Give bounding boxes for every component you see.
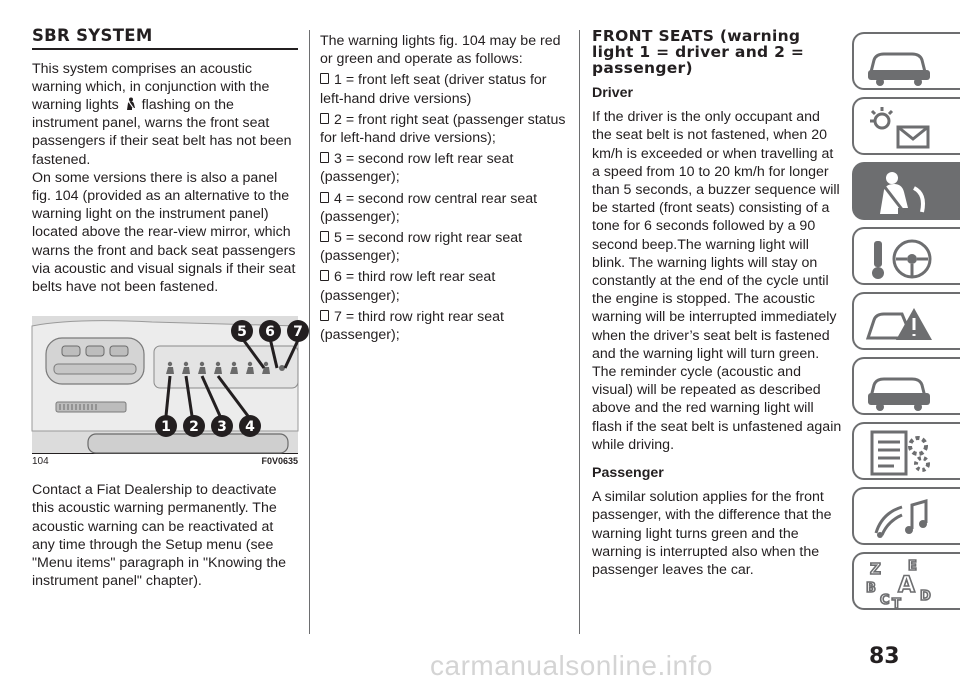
index-letter: A xyxy=(898,573,916,598)
tab-emergency[interactable] xyxy=(852,292,960,350)
chapter-tabs xyxy=(852,32,960,617)
callout-1: 1 xyxy=(161,419,171,436)
index-letter: B xyxy=(866,581,876,596)
list-item xyxy=(320,268,566,304)
figure-caption xyxy=(32,453,298,467)
list-item-text: 3 = second row left rear seat (passenger); xyxy=(320,151,514,186)
watermark: carmanualsonline.info xyxy=(430,650,713,681)
bullet-square-icon xyxy=(320,270,329,281)
page-number: 83 xyxy=(869,644,900,669)
driver-subheading: Driver xyxy=(592,85,634,101)
list-item-text: 4 = second row central rear seat (passenger); xyxy=(320,190,538,225)
panel-paragraph: On some versions there is also a panel fig. 104 (provided as an alternative to the warning light on the instrument panel) located above the rear-view mirror, which warns the front and back seat passengers via acoustic and visual signals if their seat belts have not been fastened. xyxy=(32,169,296,295)
list-item xyxy=(320,190,566,226)
callout-5: 5 xyxy=(237,324,247,341)
callout-2: 2 xyxy=(189,419,199,436)
tab-index[interactable] xyxy=(852,552,960,610)
column-divider-1 xyxy=(309,30,310,634)
figure-104 xyxy=(32,316,303,453)
seatbelt-airbag-icon xyxy=(862,168,942,218)
passenger-subheading: Passenger xyxy=(592,465,664,482)
bullet-square-icon xyxy=(320,310,329,321)
bullet-square-icon xyxy=(320,113,329,124)
list-item xyxy=(320,308,566,344)
figure-number: 104 xyxy=(32,456,49,468)
driver-paragraph: If the driver is the only occupant and the seat belt is not fastened, when 20 km/h is exceeded or when travelling at a speed from 10 to 20 km/h for longer than 5 seconds, a buzzer sequence will be started (front seats) consisting of a tone for 6 seconds followed by a 90 second beep.The warning light will blink. The warning lights will stay on constantly at the end of the cycle until the engine is stopped. The acoustic warning will be interrupted immediately when the driver’s seat belt is fastened and the warning light will turn green. The reminder cycle (acoustic and visual) will be repeated as described above and the red warning light will flash if the seat belt is unfastened again while driving. xyxy=(592,109,842,453)
intro-text-before-icon: This system comprises an acoustic warning which, in conjunction with the warning lights xyxy=(32,60,270,113)
list-item-text: 6 = third row left rear seat (passenger); xyxy=(320,269,496,304)
car-warning-icon xyxy=(862,298,942,348)
index-letter: T xyxy=(892,597,901,612)
bullet-square-icon xyxy=(320,231,329,242)
warning-lights-icon xyxy=(862,103,942,153)
passenger-paragraph: A similar solution applies for the front passenger, with the difference that the warning light turns green and the warning is interrupted also when the passenger leaves the car. xyxy=(592,489,832,579)
sbr-panel-illustration xyxy=(32,316,303,453)
column-1 xyxy=(32,26,303,590)
callout-7: 7 xyxy=(293,324,303,341)
index-letter: Z xyxy=(870,560,881,578)
section-heading: SBR SYSTEM xyxy=(32,26,153,45)
intro-text-after-icon: flashing on the instrument panel, warns the front seat passengers if their seat belt has not been fastened. xyxy=(32,96,292,168)
list-item-text: 7 = third row right rear seat (passenger); xyxy=(320,308,504,344)
list-item xyxy=(320,229,566,265)
tab-safety[interactable] xyxy=(852,162,960,220)
index-letter: C xyxy=(880,593,890,608)
bullet-square-icon xyxy=(320,152,329,163)
list-item xyxy=(320,71,566,107)
callout-6: 6 xyxy=(265,324,275,341)
index-letter: D xyxy=(920,589,931,604)
warning-lights-intro: The warning lights fig. 104 may be red or green and operate as follows: xyxy=(320,33,561,68)
tab-starting-driving[interactable] xyxy=(852,227,960,285)
car-dashboard-icon xyxy=(862,38,942,88)
tab-technical-data[interactable] xyxy=(852,422,960,480)
seatbelt-warning-icon xyxy=(124,97,137,111)
list-item xyxy=(320,111,566,147)
tab-multimedia[interactable] xyxy=(852,487,960,545)
bullet-square-icon xyxy=(320,73,329,84)
list-item-text: 2 = front right seat (passenger status for left-hand drive versions); xyxy=(320,111,566,147)
callout-4: 4 xyxy=(245,419,255,436)
warning-lights-list xyxy=(320,71,566,344)
deactivate-paragraph: Contact a Fiat Dealership to deactivate this acoustic warning permanently. The acoustic warning can be reactivated at any time through the Setup menu (see "Menu items" paragraph in "Knowing the instrument panel" chapter). xyxy=(32,482,287,590)
key-steering-wheel-icon xyxy=(862,233,942,283)
index-letter: E xyxy=(908,559,917,574)
front-seats-heading: FRONT SEATS (warning light 1 = driver and 2 = passenger) xyxy=(592,27,805,77)
multimedia-icon xyxy=(862,493,942,543)
tab-dashboard[interactable] xyxy=(852,32,960,90)
list-item-text: 5 = second row right rear seat (passenger); xyxy=(320,230,523,265)
car-maintenance-icon xyxy=(862,363,942,413)
tab-warning-lights[interactable] xyxy=(852,97,960,155)
column-3 xyxy=(592,28,842,579)
figure-code: F0V0635 xyxy=(261,456,298,467)
column-2 xyxy=(320,28,566,344)
callout-3: 3 xyxy=(217,419,227,436)
index-letters-icon xyxy=(862,558,942,612)
bullet-square-icon xyxy=(320,192,329,203)
technical-data-icon xyxy=(862,428,942,478)
intro-paragraph xyxy=(32,60,298,169)
heading-rule xyxy=(32,48,298,50)
tab-maintenance[interactable] xyxy=(852,357,960,415)
column-divider-2 xyxy=(579,30,580,634)
list-item-text: 1 = front left seat (driver status for left-hand drive versions) xyxy=(320,72,547,107)
list-item xyxy=(320,150,566,186)
